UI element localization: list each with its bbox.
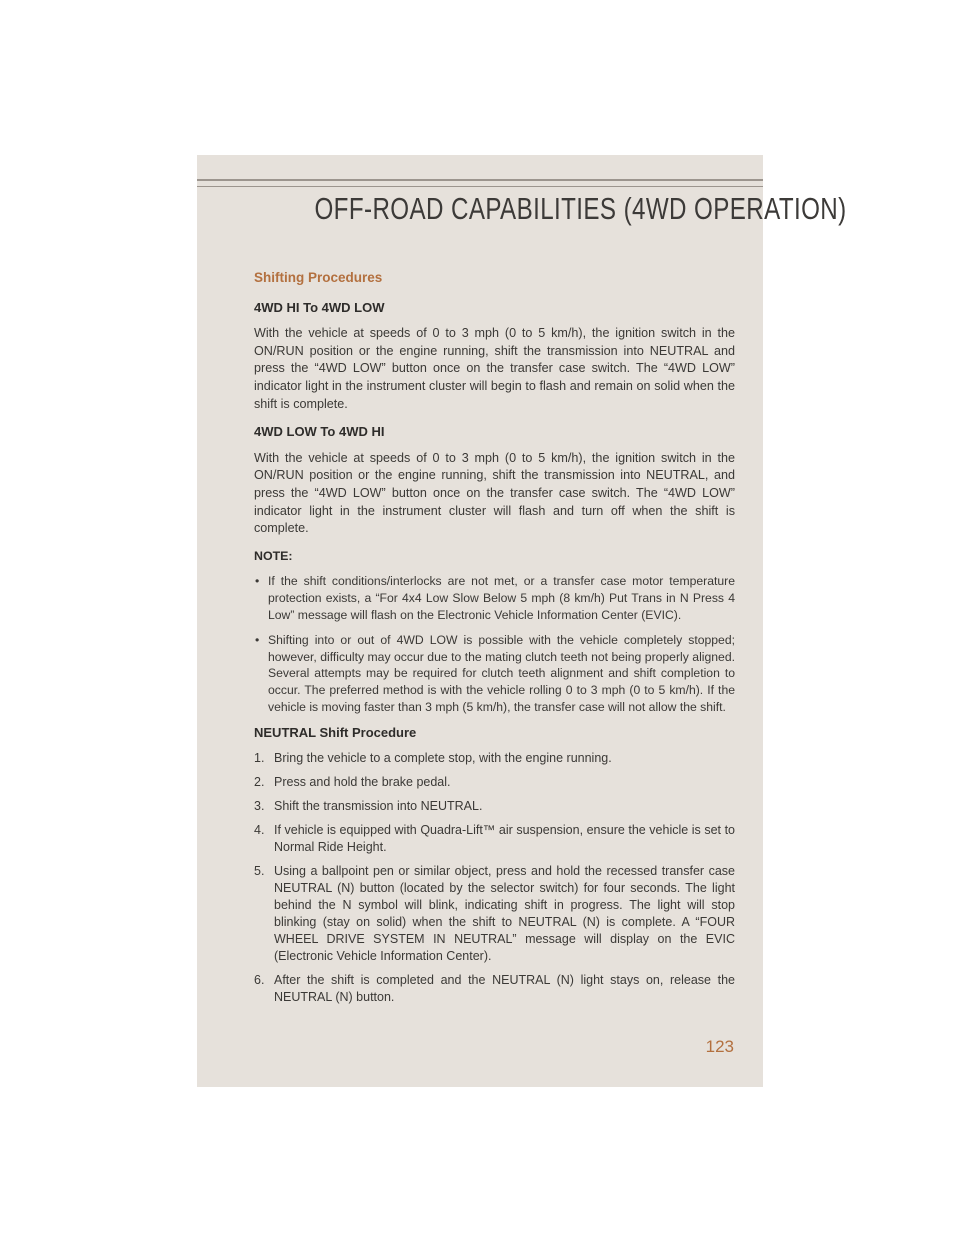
bullet-icon: • [255, 632, 260, 647]
note-text: Shifting into or out of 4WD LOW is possible with the vehicle completely stopped; however, difficulty may occur due to the mating clutch teeth not being properly aligned. Several attempts may be required for clutch teeth alignment and shift completion to occur. The preferred method is with the vehicle rolling 0 to 3 mph (0 to 5 km/h). If the vehicle is moving faster than 3 mph (5 km/h), the transfer case will not allow the shift. [268, 632, 735, 714]
page-content [254, 269, 735, 1013]
neutral-steps [254, 750, 735, 1006]
bullet-icon: • [255, 574, 260, 589]
subheading-low-to-hi: 4WD LOW To 4WD HI [254, 424, 385, 440]
step-item [254, 863, 735, 965]
manual-page [197, 155, 847, 1087]
page-number: 123 [705, 1037, 734, 1056]
chapter-title: OFF-ROAD CAPABILITIES (4WD OPERATION) [314, 191, 847, 226]
paragraph-hi-to-low: With the vehicle at speeds of 0 to 3 mph (0 to 5 km/h), the ignition switch in the ON/RUN position or the engine running, shift the transmission into NEUTRAL and press the “4WD LOW” button once on the transfer case switch. The “4WD LOW” indicator light in the instrument cluster will begin to flash and remain on solid when the shift is complete. [254, 326, 735, 411]
step-text: Press and hold the brake pedal. [274, 775, 451, 790]
note-text: If the shift conditions/interlocks are not met, or a transfer case motor temperature protection exists, a “For 4x4 Low Slow Below 5 mph (8 km/h) Put Trans in N Press 4 Low” message will flash on the Electronic Vehicle Information Center (EVIC). [268, 574, 735, 622]
step-item [254, 774, 735, 791]
step-item [254, 798, 735, 815]
step-number: 6. [254, 973, 265, 988]
header-rule-top [197, 179, 763, 181]
step-text: Using a ballpoint pen or similar object, press and hold the recessed transfer case NEUTRAL (N) button (located by the selector switch) for four seconds. The light behind the N symbol will blink, indicating shift in progress. The light will stop blinking (stay on solid) when the shift to NEUTRAL (N) is complete. A “FOUR WHEEL DRIVE SYSTEM IN NEUTRAL” message will display on the EVIC (Electronic Vehicle Information Center). [274, 864, 735, 964]
step-text: Bring the vehicle to a complete stop, with the engine running. [274, 751, 612, 766]
step-number: 3. [254, 799, 265, 814]
note-label: NOTE: [254, 548, 293, 563]
step-text: Shift the transmission into NEUTRAL. [274, 799, 483, 814]
step-number: 5. [254, 864, 265, 879]
step-item [254, 750, 735, 767]
subheading-hi-to-low: 4WD HI To 4WD LOW [254, 299, 385, 315]
step-number: 1. [254, 751, 265, 766]
subheading-neutral: NEUTRAL Shift Procedure [254, 724, 417, 740]
step-text: If vehicle is equipped with Quadra-Lift™ air suspension, ensure the vehicle is set to Normal Ride Height. [274, 823, 735, 855]
note-list [254, 573, 735, 715]
paragraph-low-to-hi: With the vehicle at speeds of 0 to 3 mph (0 to 5 km/h), the ignition switch in the ON/RUN position or the engine running, shift the transmission into NEUTRAL, and press the “4WD LOW” button once on the transfer case switch. The “4WD LOW” indicator light in the instrument cluster will flash and turn off when the shift is complete. [254, 450, 735, 536]
step-item [254, 972, 735, 1006]
step-number: 2. [254, 775, 265, 790]
step-number: 4. [254, 823, 265, 838]
step-item [254, 822, 735, 856]
step-text: After the shift is completed and the NEUTRAL (N) light stays on, release the NEUTRAL (N) button. [274, 973, 735, 1005]
note-item [254, 632, 735, 716]
section-heading: Shifting Procedures [254, 270, 383, 285]
note-item [254, 573, 735, 623]
header-rule-bottom [197, 186, 763, 187]
